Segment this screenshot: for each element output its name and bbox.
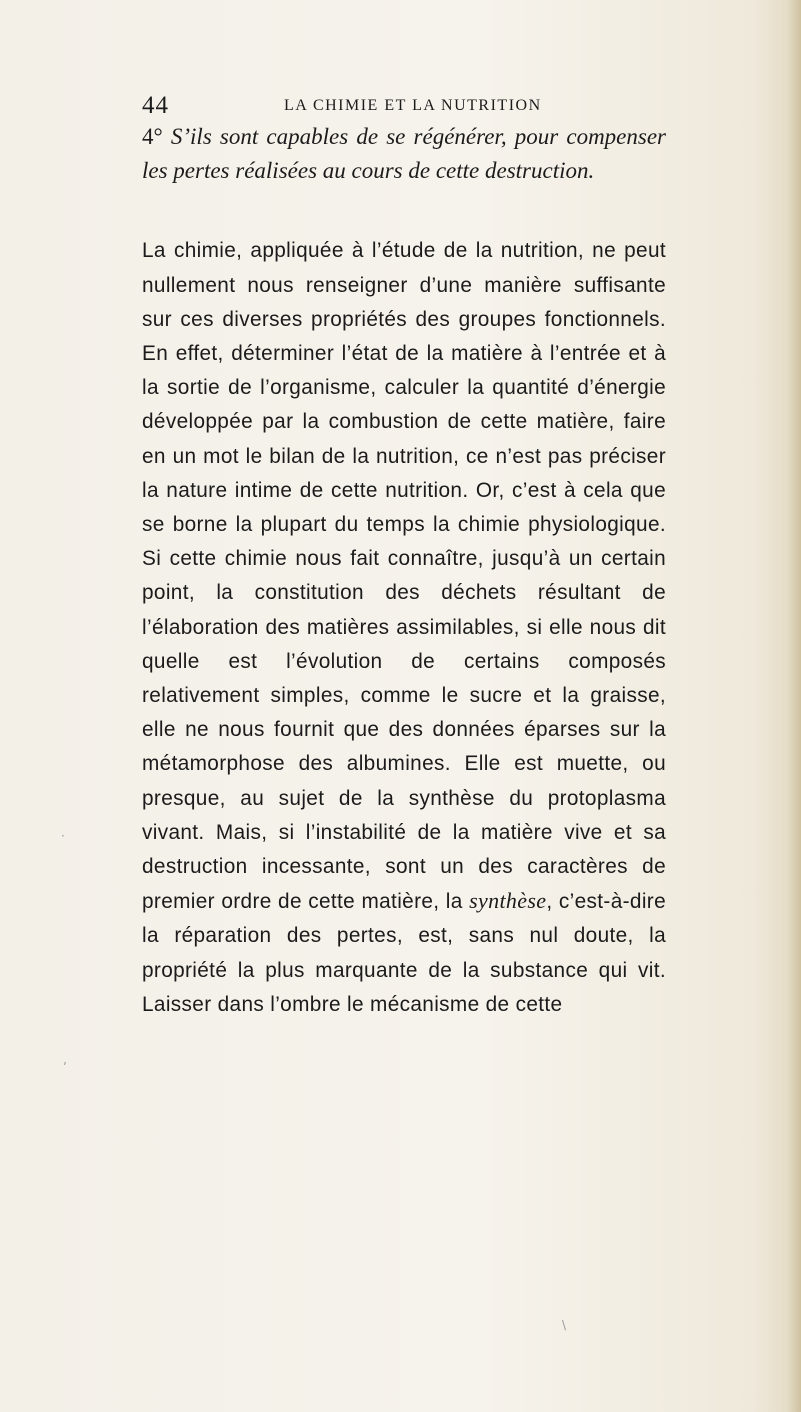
paragraph-text-part2: , c’est-à-dire la réparation des pertes, est, sans nul doute, la propriété la plus marquante de la substance qui vit. Laisser dans l’ombre le mécanisme de cette bbox=[142, 890, 666, 1016]
body-paragraph bbox=[142, 234, 666, 1022]
page-edge-shadow bbox=[787, 0, 801, 1412]
item-number: 4° bbox=[142, 124, 163, 149]
page-number: 44 bbox=[142, 92, 169, 119]
running-title: LA CHIMIE ET LA NUTRITION bbox=[284, 97, 542, 114]
page-body bbox=[142, 120, 666, 1022]
margin-mark: ʼ bbox=[63, 1060, 67, 1074]
margin-mark: · bbox=[61, 829, 65, 843]
item-text: S’ils sont capables de se régénérer, pour compenser les pertes réalisées au cours de cette destruction. bbox=[142, 124, 667, 184]
margin-mark: \ bbox=[562, 1318, 567, 1332]
page-header bbox=[142, 92, 662, 122]
numbered-item-heading bbox=[142, 120, 666, 188]
italic-term: synthèse bbox=[469, 888, 547, 914]
paragraph-text-part1: La chimie, appliquée à l’étude de la nutrition, ne peut nullement nous renseigner d’une manière suffisante sur ces diverses propriétés des groupes fonctionnels. En effet, déterminer l’état de la matière à l’entrée et à la sortie de l’organisme, calculer la quantité d’énergie développée par la combustion de cette matière, faire en un mot le bilan de la nutrition, ce n’est pas préciser la nature intime de cette nutrition. Or, c’est à cela que se borne la plupart du temps la chimie physiologique. Si cette chimie nous fait connaître, jusqu’à un certain point, la constitution des déchets résultant de l’élaboration des matières assimilables, si elle nous dit quelle est l’évolution de certains composés relativement simples, comme le sucre et la graisse, elle ne nous fournit que des données éparses sur la métamorphose des albumines. Elle est muette, ou presque, au sujet de la synthèse du protoplasma vivant. Mais, si l’instabilité de la matière vive et sa destruction incessante, sont un des caractères de premier ordre de cette matière, la bbox=[142, 239, 666, 914]
